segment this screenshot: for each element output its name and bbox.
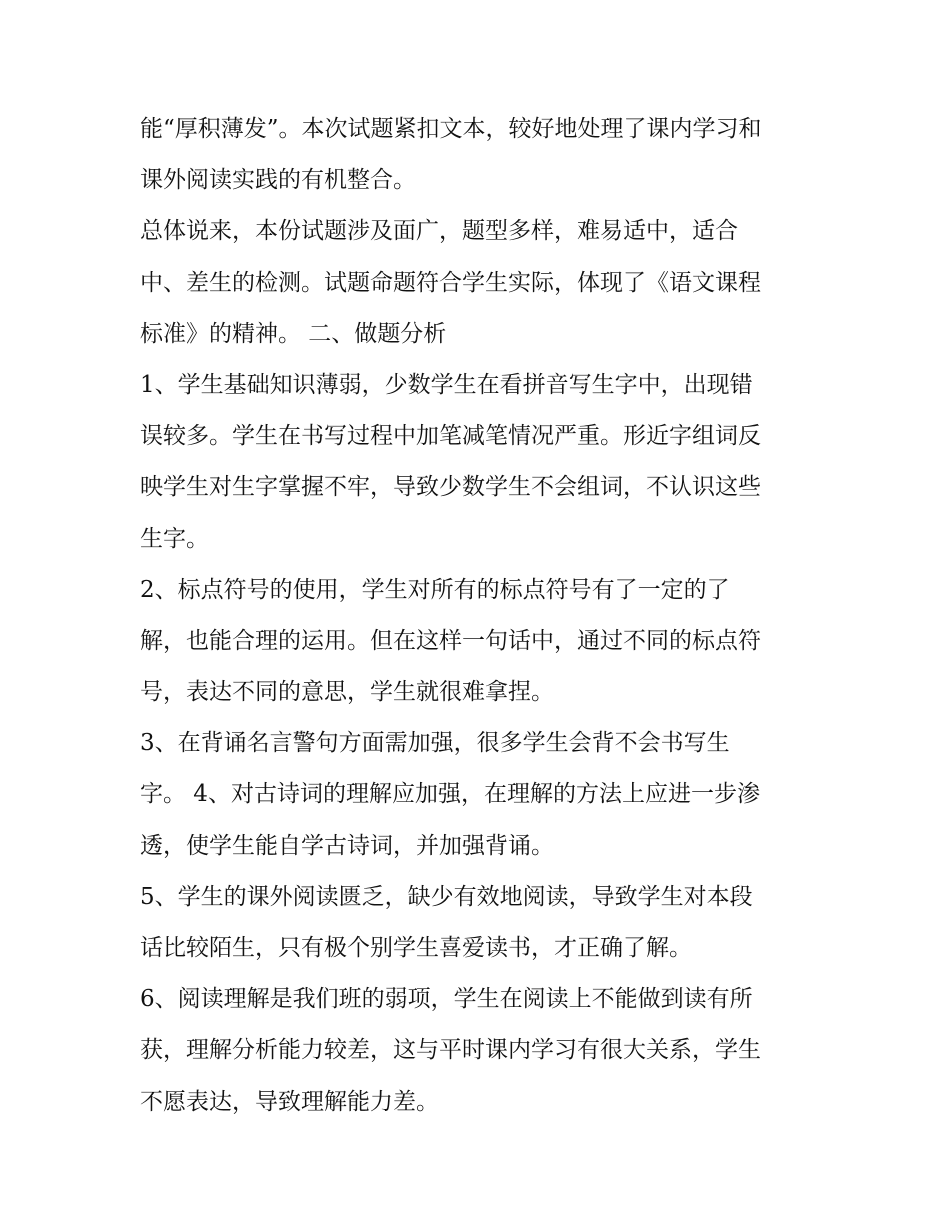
- text-line: 号，表达不同的意思，学生就很难拿捏。: [140, 679, 554, 706]
- paragraph-point-3-4: [140, 718, 820, 872]
- text-line: 总体说来，本份试题涉及面广，题型多样，难易适中，适合: [140, 218, 738, 245]
- paragraph-point-6: [140, 974, 820, 1128]
- text-line: 映学生对生字掌握不牢，导致少数学生不会组词，不认识这些: [140, 474, 761, 501]
- text-line: 误较多。学生在书写过程中加笔减笔情况严重。形近字组词反: [140, 423, 761, 450]
- paragraph-intro-continuation: [140, 104, 820, 206]
- text-line: 不愿表达，导致理解能力差。: [140, 1088, 439, 1115]
- text-line: 获，理解分析能力较差，这与平时课内学习有很大关系，学生: [140, 1037, 761, 1064]
- text-line: 3、在背诵名言警句方面需加强，很多学生会背不会书写生: [140, 730, 730, 757]
- text-line: 5、学生的课外阅读匮乏，缺少有效地阅读，导致学生对本段: [140, 883, 753, 910]
- text-line: 能“厚积薄发”。本次试题紧扣文本，较好地处理了课内学习和: [140, 116, 762, 142]
- text-line: 2、标点符号的使用，学生对所有的标点符号有了一定的了: [140, 576, 730, 603]
- paragraph-point-1: [140, 360, 820, 565]
- text-line: 透，使学生能自学古诗词，并加强背诵。: [140, 832, 554, 859]
- text-line: 话比较陌生，只有极个别学生喜爱读书，才正确了解。: [140, 935, 692, 961]
- text-line: 1、学生基础知识薄弱，少数学生在看拼音写生字中，出现错: [140, 371, 753, 398]
- text-line: 中、差生的检测。试题命题符合学生实际，体现了《语文课程: [140, 269, 761, 296]
- text-line: 6、阅读理解是我们班的弱项，学生在阅读上不能做到读有所: [140, 986, 753, 1013]
- text-line: 标准》的精神。 二、做题分析: [140, 320, 447, 347]
- paragraph-point-5: [140, 872, 820, 974]
- text-line: 字。 4、对古诗词的理解应加强，在理解的方法上应进一步渗: [140, 781, 760, 808]
- text-line: 生字。: [140, 525, 209, 552]
- paragraph-point-2: [140, 565, 820, 719]
- paragraph-overall-summary: [140, 206, 820, 360]
- document-body: [140, 104, 820, 1128]
- text-line: 课外阅读实践的有机整合。: [140, 167, 416, 194]
- text-line: 解，也能合理的运用。但在这样一句话中，通过不同的标点符: [140, 627, 761, 654]
